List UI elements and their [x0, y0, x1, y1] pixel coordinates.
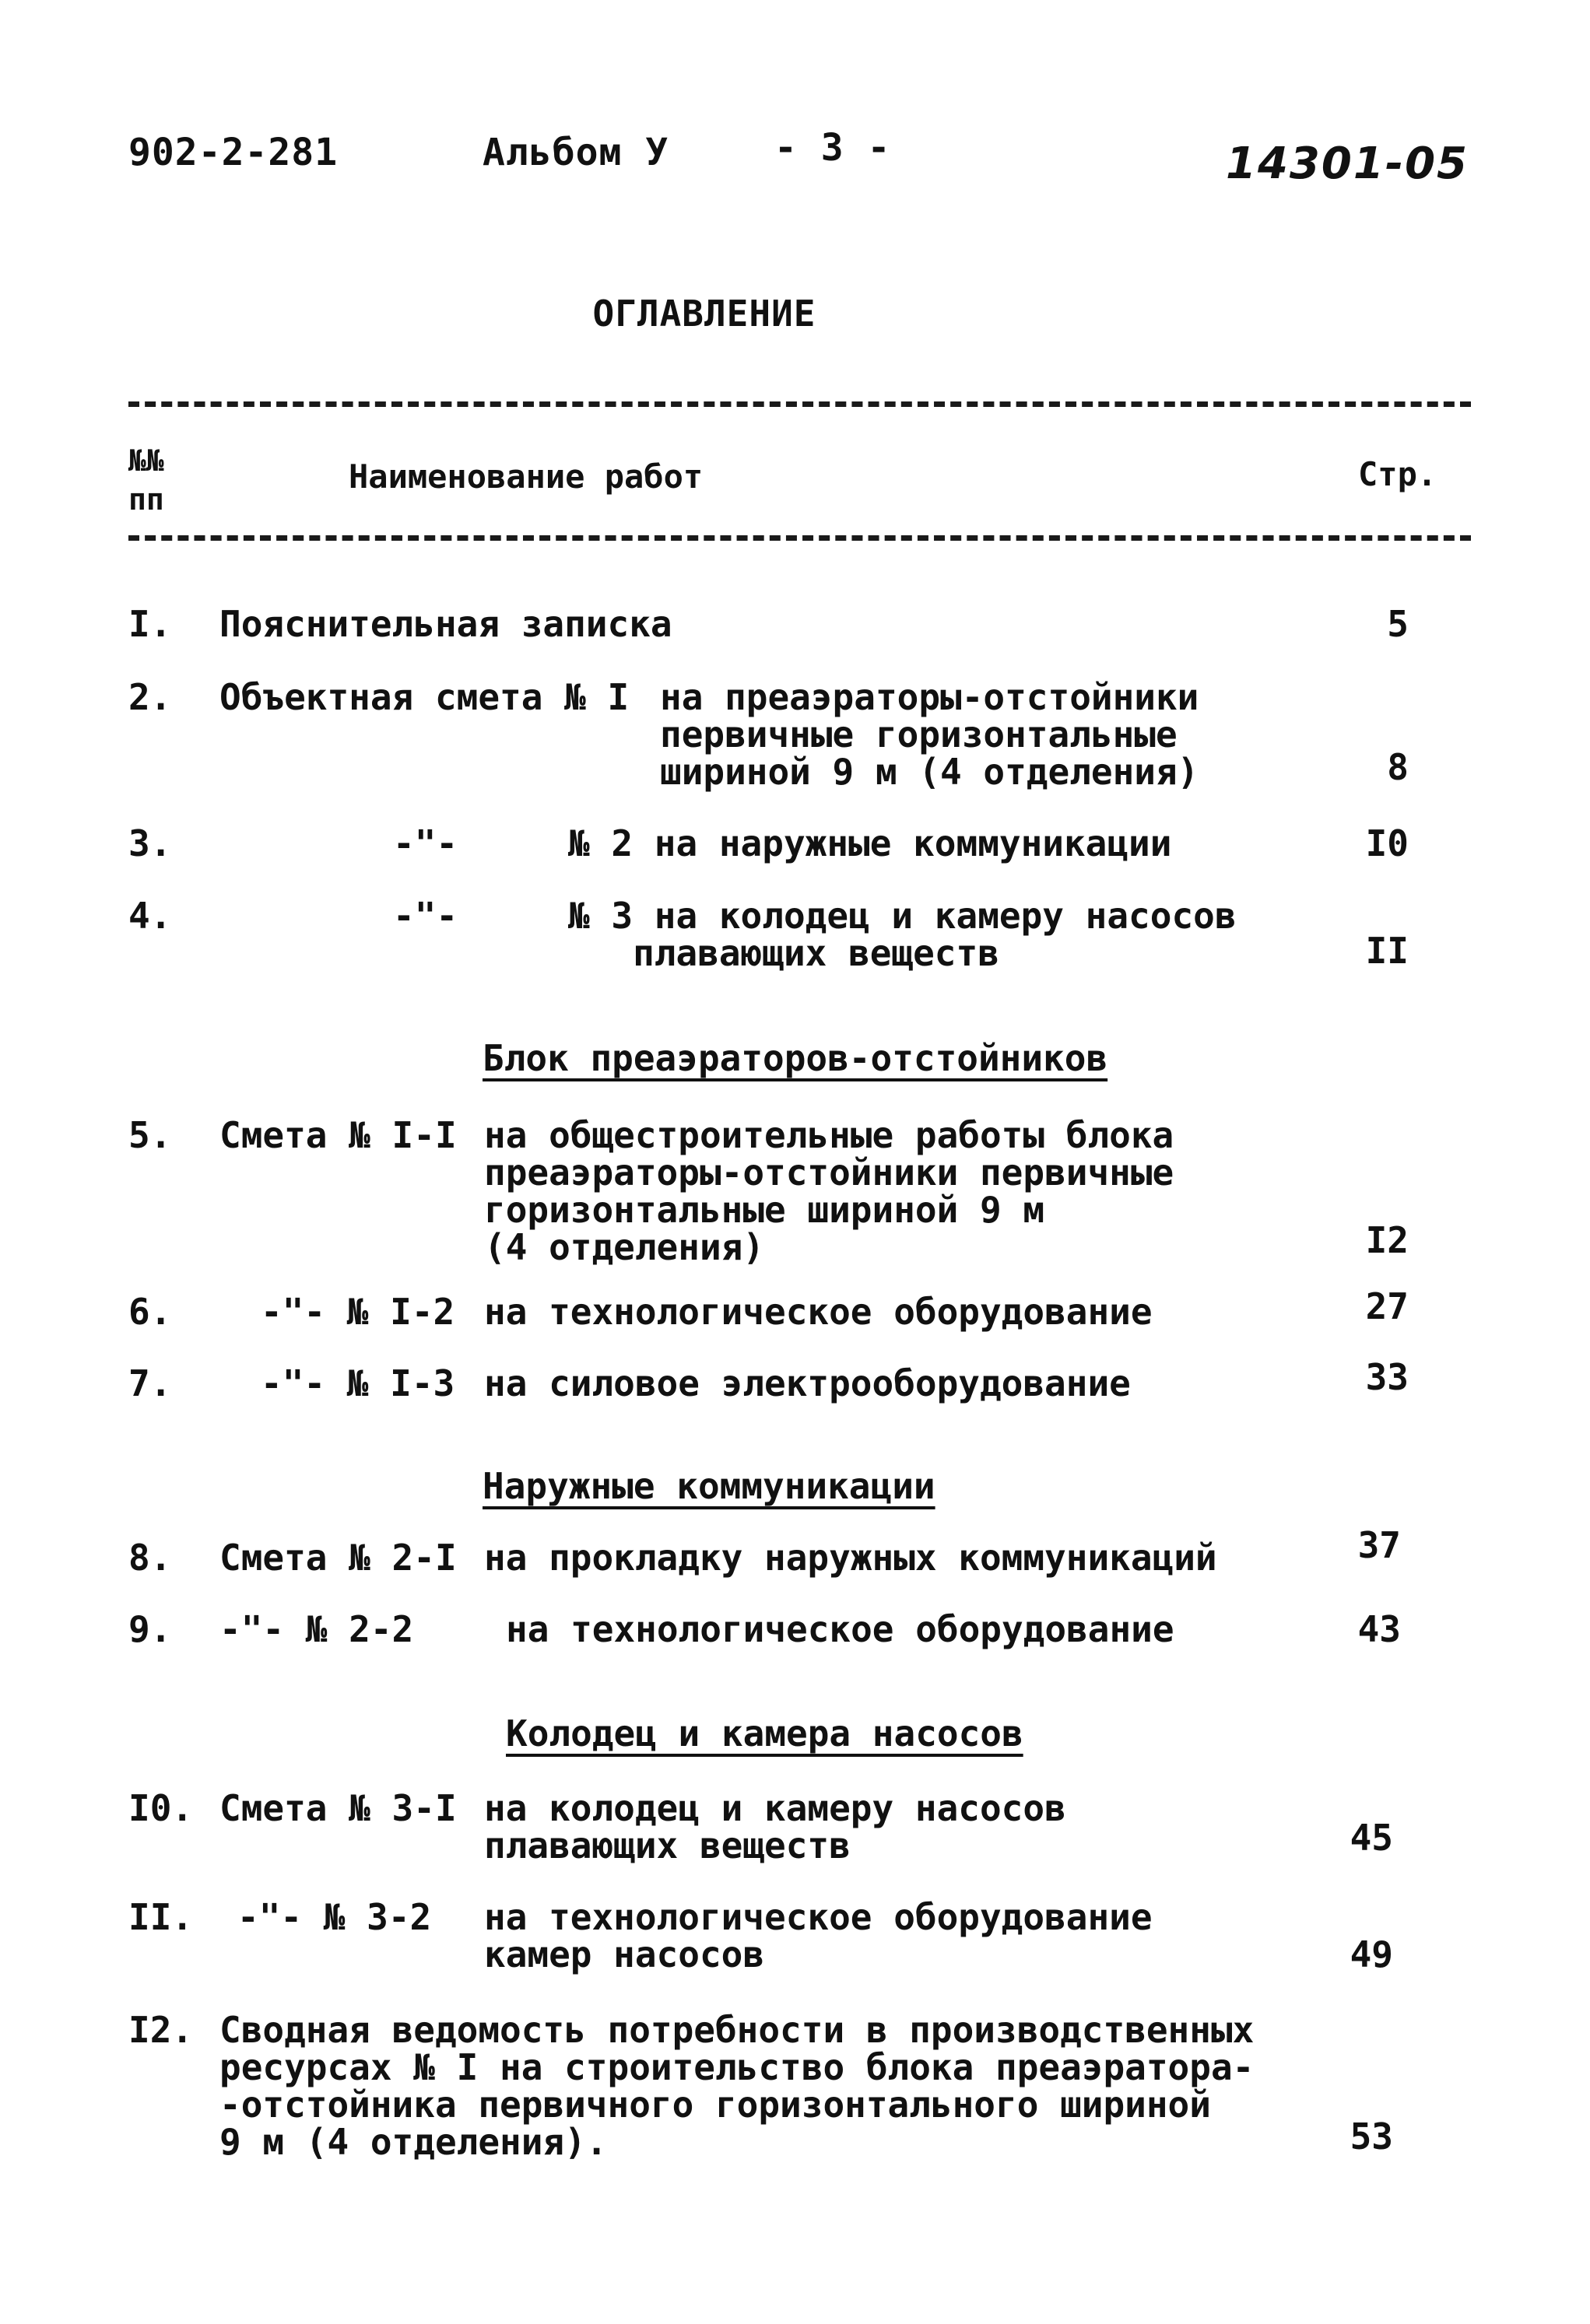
entry-number: 5. — [128, 1114, 172, 1156]
entry-number: 9. — [128, 1608, 172, 1650]
entry-number: I2. — [128, 2009, 194, 2051]
entry-text: на технологическое оборудование — [484, 1291, 1153, 1333]
entry-text: на технологическое оборудование — [506, 1608, 1174, 1650]
entry-label: Пояснительная записка — [219, 603, 672, 645]
entry-page: II — [1365, 930, 1409, 972]
entry-label: Смета № 3-I — [219, 1787, 457, 1829]
entry-page: 43 — [1357, 1608, 1401, 1650]
entry-text: Сводная ведомость потребности в производственных ресурсах № I на строительство блока преаэратора- -отстойника первичного горизонтального шириной 9 м (4 отделения). — [219, 2009, 1255, 2163]
document-code: 902-2-281 — [128, 131, 339, 174]
entry-number: 8. — [128, 1537, 172, 1579]
entry-page: 27 — [1365, 1285, 1409, 1327]
section-heading: Наружные коммуникации — [483, 1465, 935, 1507]
entry-text: на колодец и камеру насосов плавающих веществ — [484, 1787, 1066, 1867]
entry-label: -"- — [393, 895, 458, 937]
entry-page: 8 — [1387, 746, 1409, 788]
column-header-name: Наименование работ — [349, 457, 704, 496]
entry-text: на общестроительные работы блока преаэраторы-отстойники первичные горизонтальные шириной 9 м (4 отделения) — [484, 1114, 1174, 1268]
entry-label: -"- № 2-2 — [219, 1608, 414, 1650]
entry-label: Смета № 2-I — [219, 1537, 457, 1579]
entry-number: I. — [128, 603, 172, 645]
entry-number: II. — [128, 1896, 194, 1938]
column-header-number-sub: пп — [128, 482, 164, 517]
entry-text: на технологическое оборудование камер насосов — [484, 1896, 1153, 1975]
entry-text: № 2 на наружные коммуникации — [568, 822, 1172, 864]
entry-number: I0. — [128, 1787, 194, 1829]
column-header-number: №№ — [128, 443, 164, 478]
entry-text: № 3 на колодец и камеру насосов плавающих веществ — [568, 895, 1237, 974]
dashed-rule-top — [128, 401, 1471, 407]
page-title: ОГЛАВЛЕНИЕ — [592, 293, 816, 335]
entry-page: 33 — [1365, 1356, 1409, 1398]
entry-page: 5 — [1387, 603, 1409, 645]
section-heading: Блок преаэраторов-отстойников — [483, 1037, 1108, 1079]
entry-page: 45 — [1350, 1817, 1393, 1859]
album-label: Альбом У — [483, 131, 669, 174]
column-header-page: Стр. — [1358, 455, 1437, 493]
entry-page: I2 — [1365, 1219, 1409, 1261]
entry-number: 2. — [128, 676, 172, 718]
entry-label: Смета № I-I — [219, 1114, 457, 1156]
section-heading: Колодец и камера насосов — [506, 1712, 1023, 1754]
archive-number: 14301-05 — [1226, 138, 1469, 189]
entry-number: 6. — [128, 1291, 172, 1333]
entry-page: 53 — [1350, 2115, 1393, 2157]
entry-page: I0 — [1365, 822, 1409, 864]
entry-label: -"- № 3-2 — [237, 1896, 432, 1938]
entry-label: Объектная смета № I — [219, 676, 630, 718]
entry-text: на силовое электрооборудование — [484, 1362, 1131, 1404]
dashed-rule-header — [128, 535, 1471, 541]
entry-label: -"- № I-3 — [261, 1362, 455, 1404]
entry-text: на преаэраторы-отстойники первичные горизонтальные шириной 9 м (4 отделения) — [660, 676, 1199, 793]
page-number: - 3 - — [774, 126, 891, 170]
entry-label: -"- — [393, 822, 458, 864]
entry-label: -"- № I-2 — [261, 1291, 455, 1333]
entry-page: 37 — [1357, 1524, 1401, 1566]
entry-number: 3. — [128, 822, 172, 864]
entry-page: 49 — [1350, 1933, 1393, 1975]
entry-number: 4. — [128, 895, 172, 937]
entry-text: на прокладку наружных коммуникаций — [484, 1537, 1217, 1579]
entry-number: 7. — [128, 1362, 172, 1404]
